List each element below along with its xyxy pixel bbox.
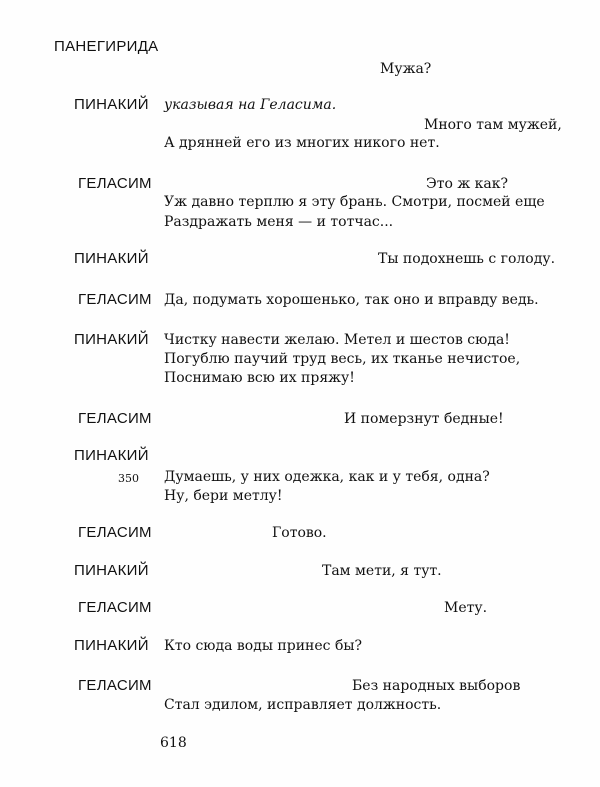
verse-line: Поснимаю всю их пряжу! xyxy=(164,370,355,386)
verse-line: Погублю паучий труд весь, их тканье нечистое, xyxy=(164,351,521,367)
speaker-name: ГЕЛАСИМ xyxy=(78,524,152,541)
verse-line: Готово. xyxy=(272,525,327,541)
speaker-name: ПИНАКИЙ xyxy=(74,447,149,464)
speaker-name: ГЕЛАСИМ xyxy=(78,291,152,308)
verse-line: Мету. xyxy=(444,600,488,616)
verse-line: Это ж как? xyxy=(426,176,509,192)
line-number: 350 xyxy=(118,472,139,485)
speaker-name: ПИНАКИЙ xyxy=(74,562,149,579)
verse-line: Без народных выборов xyxy=(352,678,521,694)
verse-line: Да, подумать хорошенько, так оно и вправду ведь. xyxy=(164,292,539,308)
verse-line: Там мети, я тут. xyxy=(322,563,442,579)
verse-line: Ну, бери метлу! xyxy=(164,488,283,504)
verse-line: Много там мужей, xyxy=(424,117,562,133)
verse-line: Думаешь, у них одежка, как и у тебя, одна? xyxy=(164,469,490,485)
speaker-name: ГЕЛАСИМ xyxy=(78,175,152,192)
verse-line: Ты подохнешь с голоду. xyxy=(378,251,556,267)
speaker-name: ГЕЛАСИМ xyxy=(78,410,152,427)
speaker-name: ПИНАКИЙ xyxy=(74,250,149,267)
verse-line: Стал эдилом, исправляет должность. xyxy=(164,697,442,713)
speaker-name: ПИНАКИЙ xyxy=(74,96,149,113)
verse-line: Чистку навести желаю. Метел и шестов сюда! xyxy=(164,332,510,348)
verse-line: Кто сюда воды принес бы? xyxy=(164,638,363,654)
verse-line: Уж давно терплю я эту брань. Смотри, посмей еще xyxy=(164,194,545,210)
verse-line: Мужа? xyxy=(380,61,432,77)
verse-line: А дрянней его из многих никого нет. xyxy=(164,135,440,151)
verse-line: Раздражать меня — и тотчас... xyxy=(164,214,394,230)
speaker-header: ПАНЕГИРИДА xyxy=(54,38,159,55)
stage-direction: указывая на Геласима. xyxy=(164,97,337,113)
speaker-name: ГЕЛАСИМ xyxy=(78,677,152,694)
speaker-name: ПИНАКИЙ xyxy=(74,637,149,654)
speaker-name: ГЕЛАСИМ xyxy=(78,599,152,616)
page-number: 618 xyxy=(160,735,187,751)
verse-line: И померзнут бедные! xyxy=(344,411,504,427)
speaker-name: ПИНАКИЙ xyxy=(74,331,149,348)
